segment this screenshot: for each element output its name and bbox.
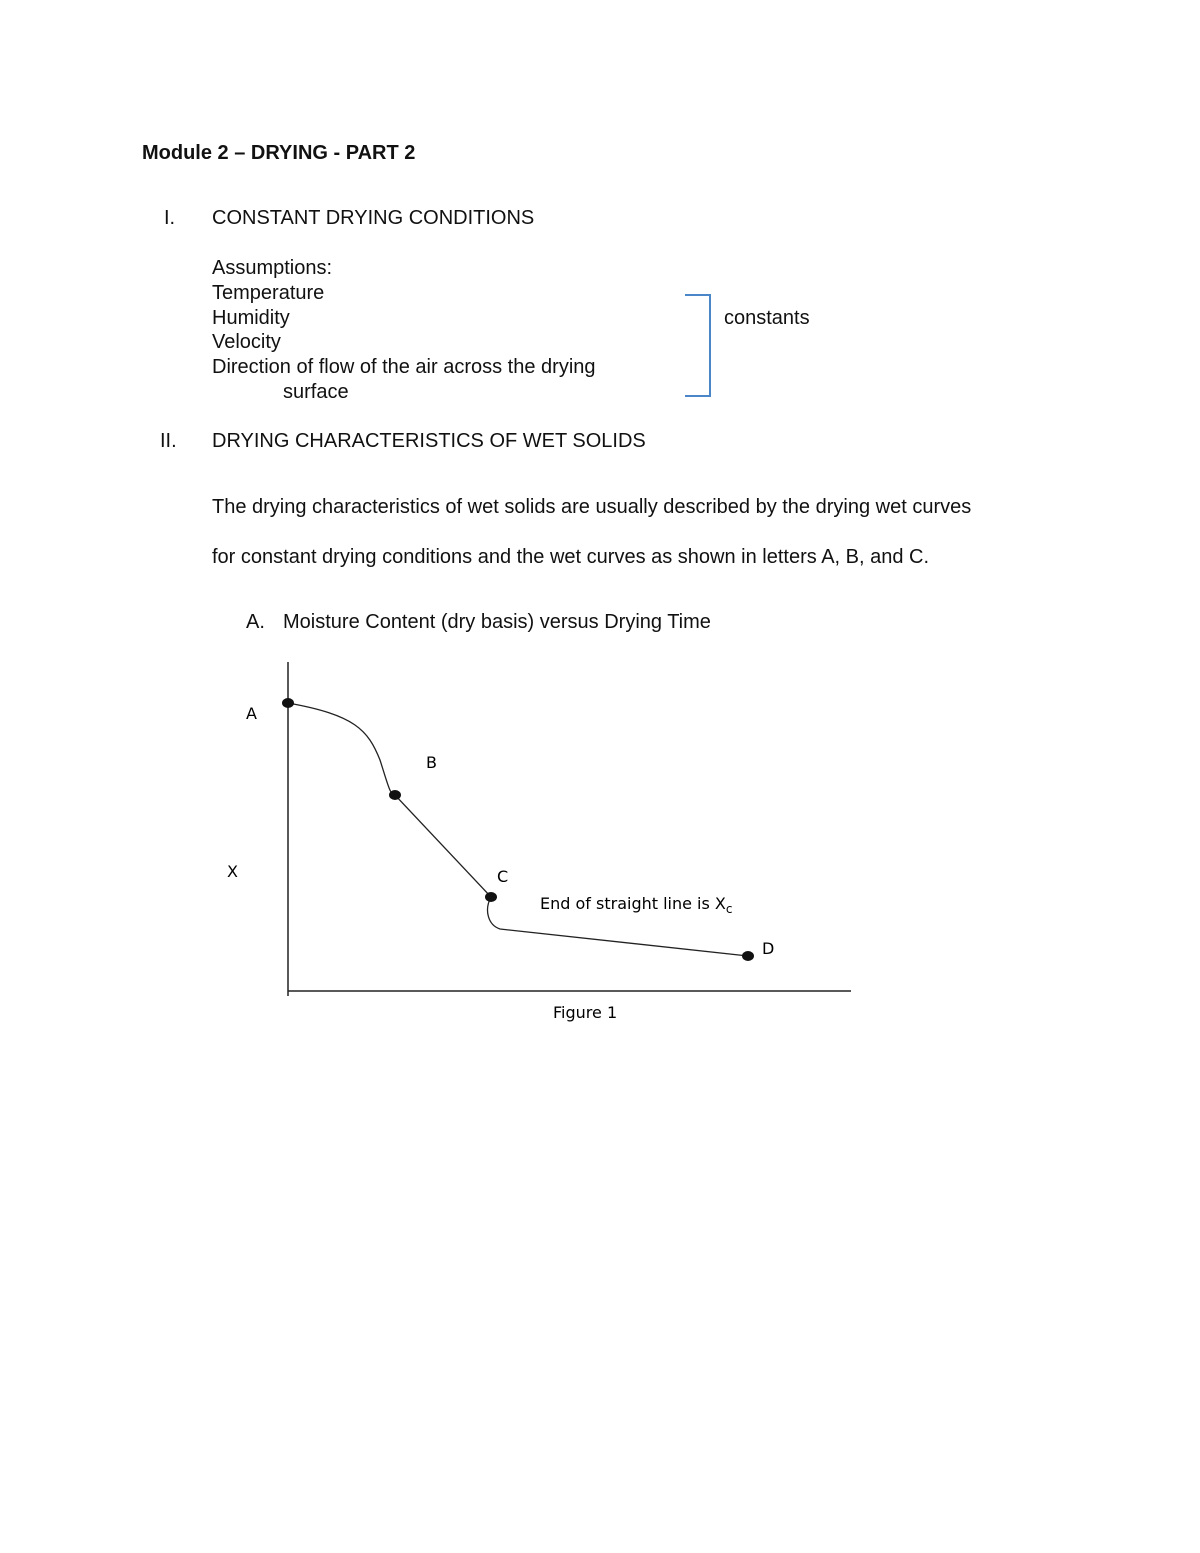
assumption-temperature: Temperature [212,282,325,304]
assumption-humidity: Humidity [212,307,290,329]
assumption-surface: surface [283,381,349,403]
paragraph-line-1: The drying characteristics of wet solids are usually described by the drying wet curves [212,496,972,518]
subsection-heading: Moisture Content (dry basis) versus Drying Time [283,611,711,633]
annotation-text: End of straight line is X [540,894,726,913]
annotation-subscript: c [725,902,733,916]
section-1-number: I. [164,207,176,229]
point-c-label: C [497,867,509,886]
assumption-velocity: Velocity [212,331,281,353]
section-1-heading: CONSTANT DRYING CONDITIONS [212,207,535,229]
section-2-heading: DRYING CHARACTERISTICS OF WET SOLIDS [212,430,646,452]
point-a-label: A [246,704,257,723]
drying-curve [288,703,748,956]
point-d-marker [742,951,754,961]
constants-label: constants [724,307,810,329]
subsection-letter: A. [246,611,265,633]
point-c-marker [485,892,497,902]
point-d-label: D [762,939,775,958]
section-2-number: II. [160,430,177,452]
paragraph-line-2: for constant drying conditions and the wet curves as shown in letters A, B, and C. [212,546,930,568]
y-axis-label: X [227,862,238,881]
assumption-air-direction: Direction of flow of the air across the drying [212,356,596,378]
straight-line-annotation [540,894,733,916]
figure-caption: Figure 1 [553,1003,618,1022]
point-b-marker [389,790,401,800]
assumptions-label: Assumptions: [212,257,333,279]
point-b-label: B [426,753,437,772]
point-a-marker [282,698,294,708]
page-title: Module 2 – DRYING - PART 2 [142,142,416,164]
